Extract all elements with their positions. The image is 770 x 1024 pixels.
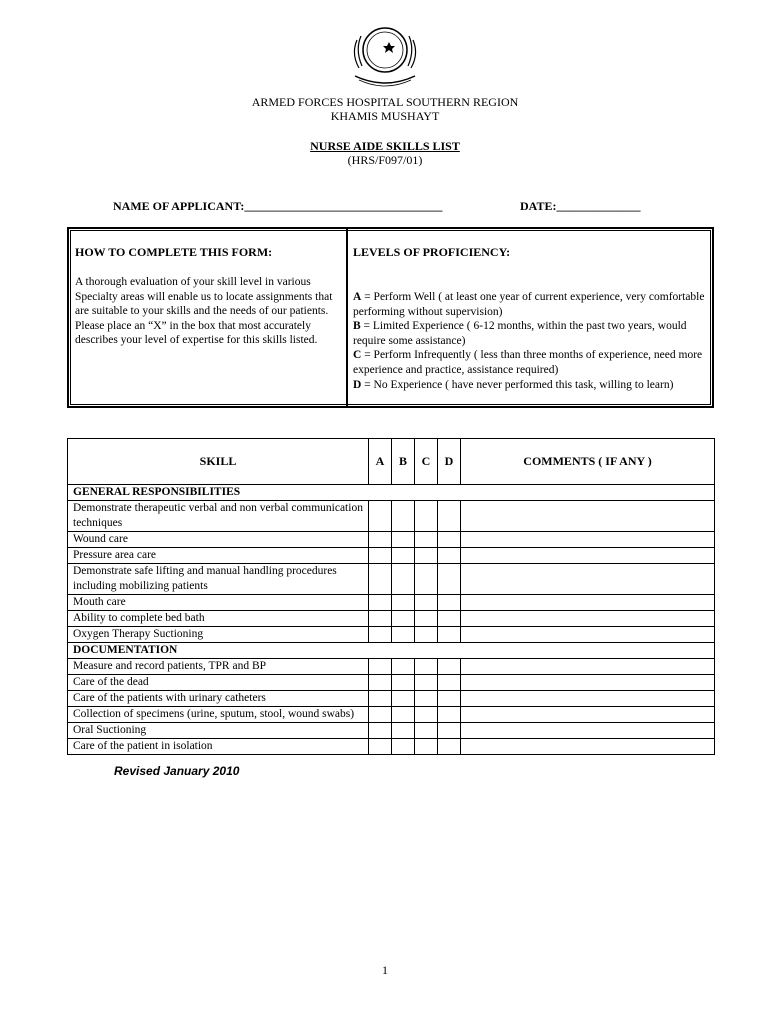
level-d-checkbox[interactable] [438,595,461,611]
comments-cell[interactable] [461,611,715,627]
level-b-checkbox[interactable] [392,707,415,723]
level-b-checkbox[interactable] [392,691,415,707]
level-b-checkbox[interactable] [392,564,415,595]
level-c-checkbox[interactable] [415,739,438,755]
level-d-checkbox[interactable] [438,611,461,627]
comments-cell[interactable] [461,532,715,548]
level-b-checkbox[interactable] [392,675,415,691]
skill-name: Oral Suctioning [68,723,369,739]
level-key: D [353,378,362,391]
table-row [68,548,715,564]
level-b-checkbox[interactable] [392,627,415,643]
level-d-checkbox[interactable] [438,501,461,532]
level-b-checkbox[interactable] [392,501,415,532]
comments-cell[interactable] [461,564,715,595]
comments-cell[interactable] [461,548,715,564]
skill-name: Care of the patient in isolation [68,739,369,755]
level-b-checkbox[interactable] [392,595,415,611]
level-c-checkbox[interactable] [415,501,438,532]
level-b-checkbox[interactable] [392,723,415,739]
level-item [353,290,713,319]
level-c-checkbox[interactable] [415,611,438,627]
level-c-checkbox[interactable] [415,691,438,707]
comments-cell[interactable] [461,739,715,755]
section-title: DOCUMENTATION [68,643,715,659]
level-c-checkbox[interactable] [415,532,438,548]
level-key: B [353,320,361,333]
level-a-checkbox[interactable] [369,611,392,627]
applicant-name-field[interactable]: NAME OF APPLICANT:_________________________________ [113,199,443,213]
section-row [68,485,715,501]
level-b-checkbox[interactable] [392,548,415,564]
level-a-checkbox[interactable] [369,691,392,707]
level-key: C [353,349,362,362]
page-number: 1 [382,963,388,977]
skill-name: Oxygen Therapy Suctioning [68,627,369,643]
table-row [68,611,715,627]
level-a-checkbox[interactable] [369,501,392,532]
comments-cell[interactable] [461,723,715,739]
level-a-checkbox[interactable] [369,548,392,564]
comments-cell[interactable] [461,659,715,675]
skill-name: Demonstrate safe lifting and manual handling procedures including mobilizing patients [68,564,369,595]
organization-name: ARMED FORCES HOSPITAL SOUTHERN REGION [251,95,519,109]
hospital-emblem-logo [345,20,425,92]
skill-column-header: SKILL [68,439,369,485]
level-d-checkbox[interactable] [438,707,461,723]
organization-location: KHAMIS MUSHAYT [330,109,440,123]
level-a-checkbox[interactable] [369,627,392,643]
comments-cell[interactable] [461,501,715,532]
level-a-checkbox[interactable] [369,564,392,595]
level-d-checkbox[interactable] [438,532,461,548]
level-b-checkbox[interactable] [392,739,415,755]
level-c-checkbox[interactable] [415,675,438,691]
level-text: = No Experience ( have never performed this task, willing to learn) [361,378,674,391]
level-d-checkbox[interactable] [438,675,461,691]
level-c-checkbox[interactable] [415,723,438,739]
level-d-checkbox[interactable] [438,548,461,564]
comments-column-header: COMMENTS ( IF ANY ) [461,439,715,485]
skill-name: Ability to complete bed bath [68,611,369,627]
comments-cell[interactable] [461,595,715,611]
level-b-checkbox[interactable] [392,611,415,627]
section-title: GENERAL RESPONSIBILITIES [68,485,715,501]
table-row [68,675,715,691]
level-a-checkbox[interactable] [369,739,392,755]
revision-note: Revised January 2010 [114,764,240,778]
skill-name: Pressure area care [68,548,369,564]
levels-list [353,290,713,392]
skill-name: Care of the patients with urinary catheters [68,691,369,707]
how-to-text: A thorough evaluation of your skill level in various Specialty areas will enable us to locate assignments that are suitable to your skills and the needs of our patients. Please place an “X” in the box that most accurately describes your level of expertise for this skills listed. [75,276,333,347]
level-a-checkbox[interactable] [369,675,392,691]
instructions-divider [346,229,348,406]
comments-cell[interactable] [461,707,715,723]
level-text: = Limited Experience ( 6-12 months, within the past two years, would require some assistance) [353,320,687,347]
level-d-checkbox[interactable] [438,691,461,707]
table-row [68,739,715,755]
table-row [68,595,715,611]
level-c-checkbox[interactable] [415,548,438,564]
table-row [68,532,715,548]
table-row [68,659,715,675]
comments-cell[interactable] [461,675,715,691]
date-field[interactable]: DATE:______________ [520,199,641,213]
level-b-column-header: B [392,439,415,485]
skill-name: Care of the dead [68,675,369,691]
level-item [353,319,713,348]
level-c-checkbox[interactable] [415,564,438,595]
level-a-column-header: A [369,439,392,485]
level-text: = Perform Well ( at least one year of current experience, very comfortable performing without supervision) [353,291,705,318]
level-a-checkbox[interactable] [369,595,392,611]
level-c-checkbox[interactable] [415,627,438,643]
skill-name: Measure and record patients, TPR and BP [68,659,369,675]
level-a-checkbox[interactable] [369,532,392,548]
how-to-heading: HOW TO COMPLETE THIS FORM: [75,245,273,259]
level-b-checkbox[interactable] [392,532,415,548]
skill-name: Demonstrate therapeutic verbal and non verbal communication techniques [68,501,369,532]
level-d-checkbox[interactable] [438,723,461,739]
level-c-checkbox[interactable] [415,659,438,675]
form-code: (HRS/F097/01) [347,153,423,167]
table-row [68,707,715,723]
skills-table [67,438,715,755]
level-c-column-header: C [415,439,438,485]
table-row [68,501,715,532]
table-row [68,691,715,707]
skill-name: Wound care [68,532,369,548]
table-row [68,627,715,643]
table-row [68,723,715,739]
comments-cell[interactable] [461,627,715,643]
skills-table-body [68,485,715,755]
skill-name: Collection of specimens (urine, sputum, stool, wound swabs) [68,707,369,723]
skill-name: Mouth care [68,595,369,611]
level-d-checkbox[interactable] [438,659,461,675]
level-key: A [353,291,362,303]
level-d-checkbox[interactable] [438,564,461,595]
level-item [353,348,713,377]
level-item [353,378,713,393]
levels-heading: LEVELS OF PROFICIENCY: [353,245,511,259]
level-c-checkbox[interactable] [415,707,438,723]
section-row [68,643,715,659]
level-d-checkbox[interactable] [438,739,461,755]
comments-cell[interactable] [461,691,715,707]
level-c-checkbox[interactable] [415,595,438,611]
level-d-checkbox[interactable] [438,627,461,643]
level-b-checkbox[interactable] [392,659,415,675]
level-a-checkbox[interactable] [369,723,392,739]
level-a-checkbox[interactable] [369,707,392,723]
form-title: NURSE AIDE SKILLS LIST [310,139,460,153]
table-header-row [68,439,715,485]
level-d-column-header: D [438,439,461,485]
level-a-checkbox[interactable] [369,659,392,675]
table-row [68,564,715,595]
level-text: = Perform Infrequently ( less than three months of experience, need more experience and practice, assistance required) [353,349,703,376]
instructions-box [67,227,714,408]
